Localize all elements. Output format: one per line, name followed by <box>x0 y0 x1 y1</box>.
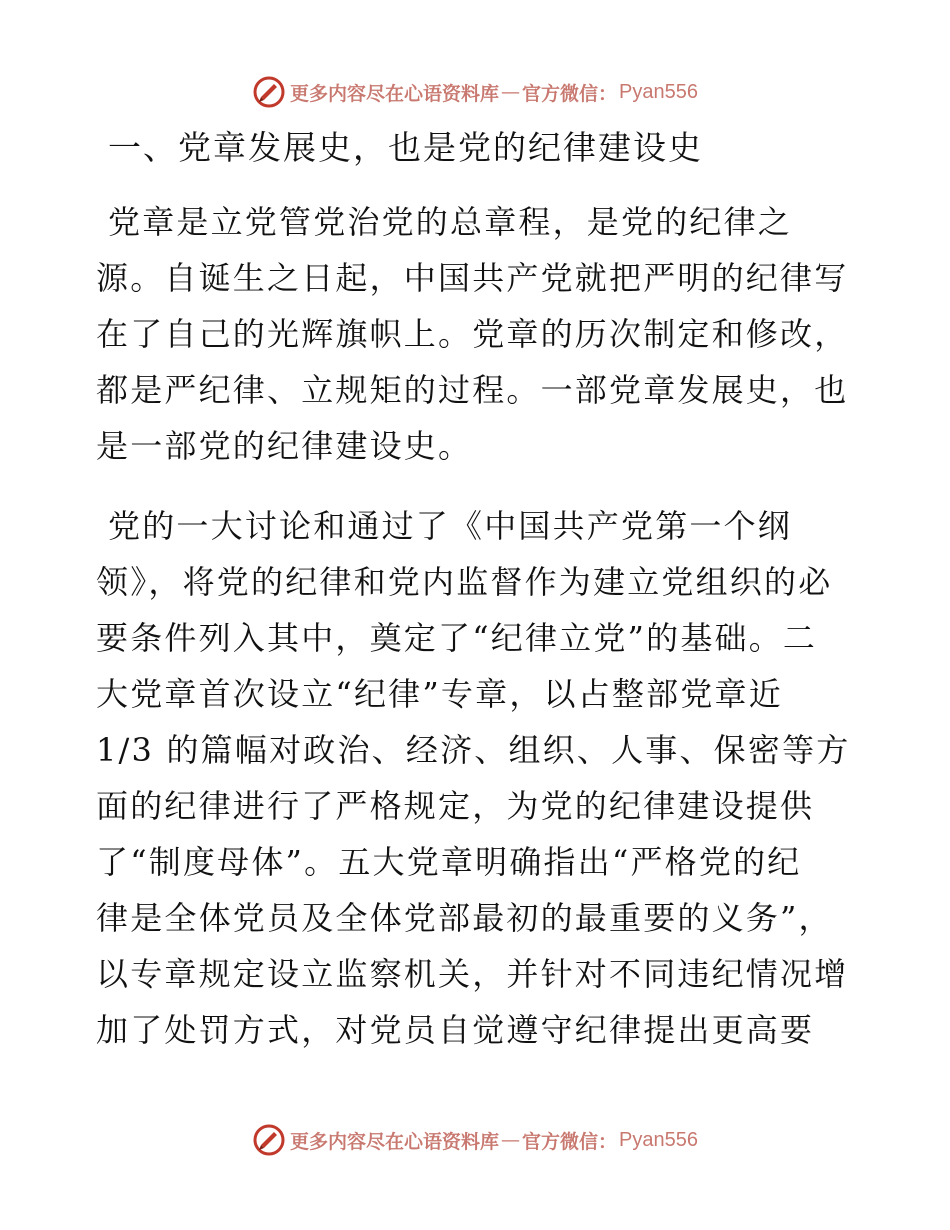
paragraph-line: 大党章首次设立“纪律”专章，以占整部党章近 <box>96 675 783 713</box>
section-heading: 一、党章发展史，也是党的纪律建设史 <box>108 128 703 167</box>
banner-brand-text: 更多内容尽在心语资料库 <box>290 82 500 105</box>
paragraph-1 <box>96 194 856 474</box>
paragraph-line: 面的纪律进行了严格规定，为党的纪律建设提供 <box>96 787 815 825</box>
banner-wechat-label: 官方微信： <box>522 82 618 105</box>
paragraph-line: 领》，将党的纪律和党内监督作为建立党组织的必 <box>96 563 833 601</box>
paragraph-line: 党的一大讨论和通过了《中国共产党第一个纲 <box>108 507 793 545</box>
header-banner <box>0 72 950 112</box>
footer-banner <box>0 1120 950 1160</box>
paragraph-line: 律是全体党员及全体党部最初的最重要的义务”， <box>96 899 833 937</box>
banner-wechat-id: Pyan556 <box>619 1128 698 1151</box>
banner-dash: — <box>501 1129 521 1151</box>
paragraph-line: 了“制度母体”。五大党章明确指出“严格党的纪 <box>96 843 802 881</box>
paragraph-line: 党章是立党管党治党的总章程，是党的纪律之 <box>108 203 793 241</box>
paragraph-2 <box>96 498 856 1058</box>
brand-logo-icon <box>252 1123 286 1157</box>
paragraph-line: 要条件列入其中，奠定了“纪律立党”的基础。二 <box>96 619 818 657</box>
banner-wechat-id: Pyan556 <box>619 80 698 103</box>
brand-logo-icon <box>252 75 286 109</box>
paragraph-line: 加了处罚方式，对党员自觉遵守纪律提出更高要 <box>96 1011 815 1049</box>
banner-wechat-label: 官方微信： <box>522 1130 618 1153</box>
banner-dash: — <box>501 81 521 103</box>
paragraph-line: 以专章规定设立监察机关，并针对不同违纪情况增 <box>96 955 849 993</box>
paragraph-line: 在了自己的光辉旗帜上。党章的历次制定和修改， <box>96 315 849 353</box>
paragraph-line: 都是严纪律、立规矩的过程。一部党章发展史，也 <box>96 371 849 409</box>
paragraph-line: 1/3 的篇幅对政治、经济、组织、人事、保密等方 <box>96 731 851 769</box>
document-body <box>96 120 856 1058</box>
paragraph-line: 源。自诞生之日起，中国共产党就把严明的纪律写 <box>96 259 849 297</box>
banner-brand-text: 更多内容尽在心语资料库 <box>290 1130 500 1153</box>
paragraph-line: 是一部党的纪律建设史。 <box>96 427 473 465</box>
